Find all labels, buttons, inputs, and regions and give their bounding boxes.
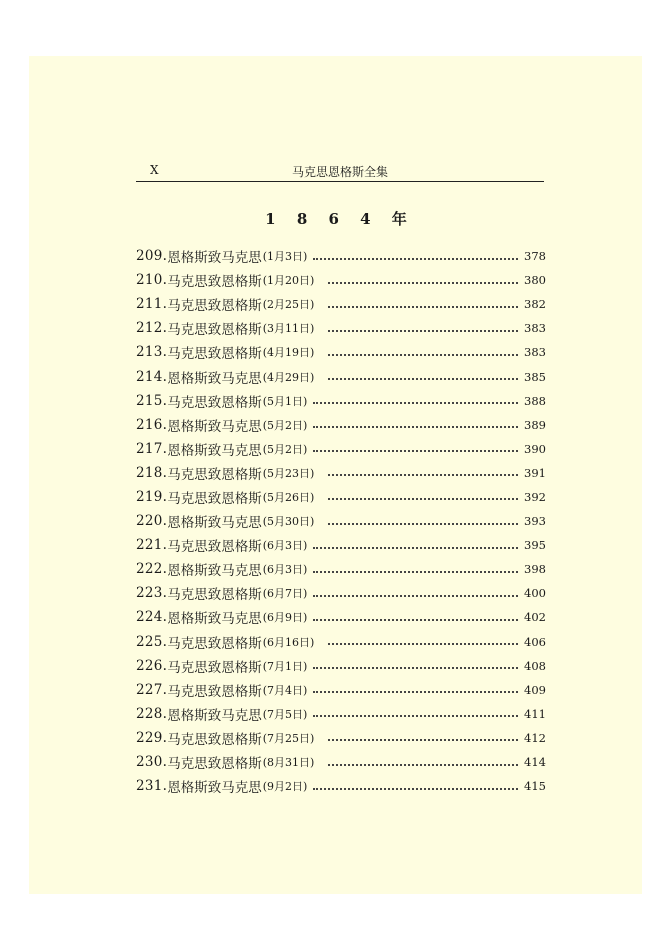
dot-leader: [313, 570, 518, 573]
toc-entry[interactable]: [136, 581, 544, 605]
dot-leader: [313, 594, 518, 597]
toc-entry[interactable]: [136, 678, 544, 702]
entry-title: 恩格斯致马克思: [167, 370, 262, 387]
entry-page-number: 398: [524, 562, 546, 577]
toc-entry[interactable]: [136, 630, 544, 654]
entry-number: 218.: [136, 464, 168, 481]
entry-date: (7月4日): [262, 683, 308, 697]
dot-leader: [328, 353, 518, 356]
entry-page-number: 393: [524, 514, 546, 529]
entry-page-number: 400: [524, 586, 546, 601]
dot-leader: [313, 666, 518, 669]
entry-title: 恩格斯致马克思: [167, 418, 262, 435]
entry-page-number: 414: [524, 755, 546, 770]
dot-leader: [313, 714, 518, 717]
toc-entry[interactable]: [136, 364, 544, 388]
entry-date: (7月25日): [262, 731, 315, 745]
entry-date: (6月3日): [262, 563, 308, 577]
entry-page-number: 409: [524, 682, 546, 697]
entry-title: 恩格斯致马克思: [167, 515, 262, 532]
dot-leader: [328, 305, 518, 308]
toc-entry[interactable]: [136, 726, 544, 750]
dot-leader: [313, 690, 518, 693]
entry-date: (2月25日): [262, 298, 315, 312]
running-header: [136, 163, 544, 182]
entry-number: 213.: [136, 344, 168, 361]
entry-date: (5月2日): [262, 418, 308, 432]
toc-entry[interactable]: [136, 437, 544, 461]
dot-leader: [313, 257, 518, 260]
entry-number: 214.: [136, 368, 168, 385]
entry-date: (1月20日): [262, 274, 315, 288]
entry-date: (4月29日): [262, 370, 315, 384]
entry-title: 马克思致恩格斯: [167, 635, 262, 652]
entry-page-number: 383: [524, 345, 546, 360]
entry-page-number: 380: [524, 273, 546, 288]
entry-page-number: 385: [524, 369, 546, 384]
toc-entry[interactable]: [136, 340, 544, 364]
dot-leader: [328, 522, 518, 525]
toc-entry[interactable]: [136, 316, 544, 340]
dot-leader: [328, 377, 518, 380]
page-number: X: [150, 163, 159, 177]
entry-page-number: 391: [524, 465, 546, 480]
entry-title: 马克思致恩格斯: [167, 274, 262, 291]
entry-date: (4月19日): [262, 346, 315, 360]
toc-entry[interactable]: [136, 292, 544, 316]
entry-title: 恩格斯致马克思: [167, 563, 262, 580]
entry-page-number: 390: [524, 441, 546, 456]
dot-leader: [313, 425, 518, 428]
entry-page-number: 395: [524, 538, 546, 553]
entry-title: 马克思致恩格斯: [167, 659, 262, 676]
entry-number: 222.: [136, 561, 168, 578]
toc-entry[interactable]: [136, 413, 544, 437]
table-of-contents: [136, 244, 544, 798]
entry-title: 恩格斯致马克思: [167, 611, 262, 628]
entry-page-number: 408: [524, 658, 546, 673]
entry-title: 马克思致恩格斯: [167, 346, 262, 363]
entry-date: (6月3日): [262, 539, 308, 553]
entry-date: (7月5日): [262, 707, 308, 721]
entry-page-number: 388: [524, 393, 546, 408]
dot-leader: [313, 401, 518, 404]
entry-date: (7月1日): [262, 659, 308, 673]
entry-title: 马克思致恩格斯: [167, 683, 262, 700]
dot-leader: [328, 642, 518, 645]
entry-page-number: 378: [524, 249, 546, 264]
toc-entry[interactable]: [136, 702, 544, 726]
entry-number: 225.: [136, 633, 168, 650]
entry-title: 马克思致恩格斯: [167, 490, 262, 507]
entry-number: 230.: [136, 754, 168, 771]
entry-date: (5月1日): [262, 394, 308, 408]
toc-entry[interactable]: [136, 533, 544, 557]
entry-date: (5月23日): [262, 466, 315, 480]
dot-leader: [328, 763, 518, 766]
entry-title: 恩格斯致马克思: [167, 250, 262, 267]
toc-entry[interactable]: [136, 750, 544, 774]
entry-date: (5月26日): [262, 490, 315, 504]
entry-page-number: 411: [524, 706, 546, 721]
dot-leader: [328, 497, 518, 500]
entry-number: 209.: [136, 248, 168, 265]
toc-entry[interactable]: [136, 485, 544, 509]
book-title: 马克思恩格斯全集: [291, 165, 388, 179]
entry-title: 马克思致恩格斯: [167, 298, 262, 315]
entry-date: (9月2日): [262, 780, 308, 794]
entry-page-number: 415: [524, 779, 546, 794]
entry-page-number: 406: [524, 634, 546, 649]
entry-number: 215.: [136, 392, 168, 409]
toc-entry[interactable]: [136, 774, 544, 798]
entry-number: 228.: [136, 705, 168, 722]
entry-page-number: 412: [524, 730, 546, 745]
entry-title: 恩格斯致马克思: [167, 442, 262, 459]
entry-number: 217.: [136, 440, 168, 457]
entry-number: 216.: [136, 416, 168, 433]
entry-page-number: 392: [524, 489, 546, 504]
toc-entry[interactable]: [136, 244, 544, 268]
entry-number: 221.: [136, 537, 168, 554]
entry-number: 226.: [136, 657, 168, 674]
dot-leader: [328, 738, 518, 741]
entry-page-number: 382: [524, 297, 546, 312]
entry-page-number: 389: [524, 417, 546, 432]
entry-date: (5月30日): [262, 515, 315, 529]
entry-title: 马克思致恩格斯: [167, 394, 262, 411]
dot-leader: [328, 473, 518, 476]
toc-entry[interactable]: [136, 461, 544, 485]
entry-number: 219.: [136, 488, 168, 505]
entry-page-number: 402: [524, 610, 546, 625]
toc-entry[interactable]: [136, 268, 544, 292]
entry-number: 211.: [136, 296, 168, 313]
dot-leader: [313, 787, 518, 790]
entry-date: (6月16日): [262, 635, 315, 649]
entry-title: 马克思致恩格斯: [167, 756, 262, 773]
entry-date: (6月9日): [262, 611, 308, 625]
entry-title: 马克思致恩格斯: [167, 731, 262, 748]
entry-date: (8月31日): [262, 756, 315, 770]
entry-number: 210.: [136, 272, 168, 289]
toc-entry[interactable]: [136, 557, 544, 581]
entry-date: (3月11日): [262, 322, 315, 336]
entry-title: 马克思致恩格斯: [167, 539, 262, 556]
entry-number: 231.: [136, 778, 168, 795]
entry-number: 220.: [136, 513, 168, 530]
toc-entry[interactable]: [136, 605, 544, 629]
toc-entry[interactable]: [136, 509, 544, 533]
dot-leader: [328, 329, 518, 332]
entry-date: (6月7日): [262, 587, 308, 601]
dot-leader: [328, 281, 518, 284]
entry-number: 224.: [136, 609, 168, 626]
entry-title: 马克思致恩格斯: [167, 587, 262, 604]
entry-page-number: 383: [524, 321, 546, 336]
entry-title: 马克思致恩格斯: [167, 466, 262, 483]
entry-number: 212.: [136, 320, 168, 337]
dot-leader: [313, 449, 518, 452]
entry-title: 马克思致恩格斯: [167, 322, 262, 339]
entry-title: 恩格斯致马克思: [167, 780, 262, 797]
dot-leader: [313, 618, 518, 621]
toc-entry[interactable]: [136, 389, 544, 413]
entry-title: 恩格斯致马克思: [167, 707, 262, 724]
section-year-heading: 1 8 6 4 年: [265, 210, 415, 228]
entry-date: (5月2日): [262, 442, 308, 456]
toc-entry[interactable]: [136, 654, 544, 678]
entry-number: 229.: [136, 729, 168, 746]
dot-leader: [313, 546, 518, 549]
entry-date: (1月3日): [262, 250, 308, 264]
entry-number: 223.: [136, 585, 168, 602]
entry-number: 227.: [136, 681, 168, 698]
